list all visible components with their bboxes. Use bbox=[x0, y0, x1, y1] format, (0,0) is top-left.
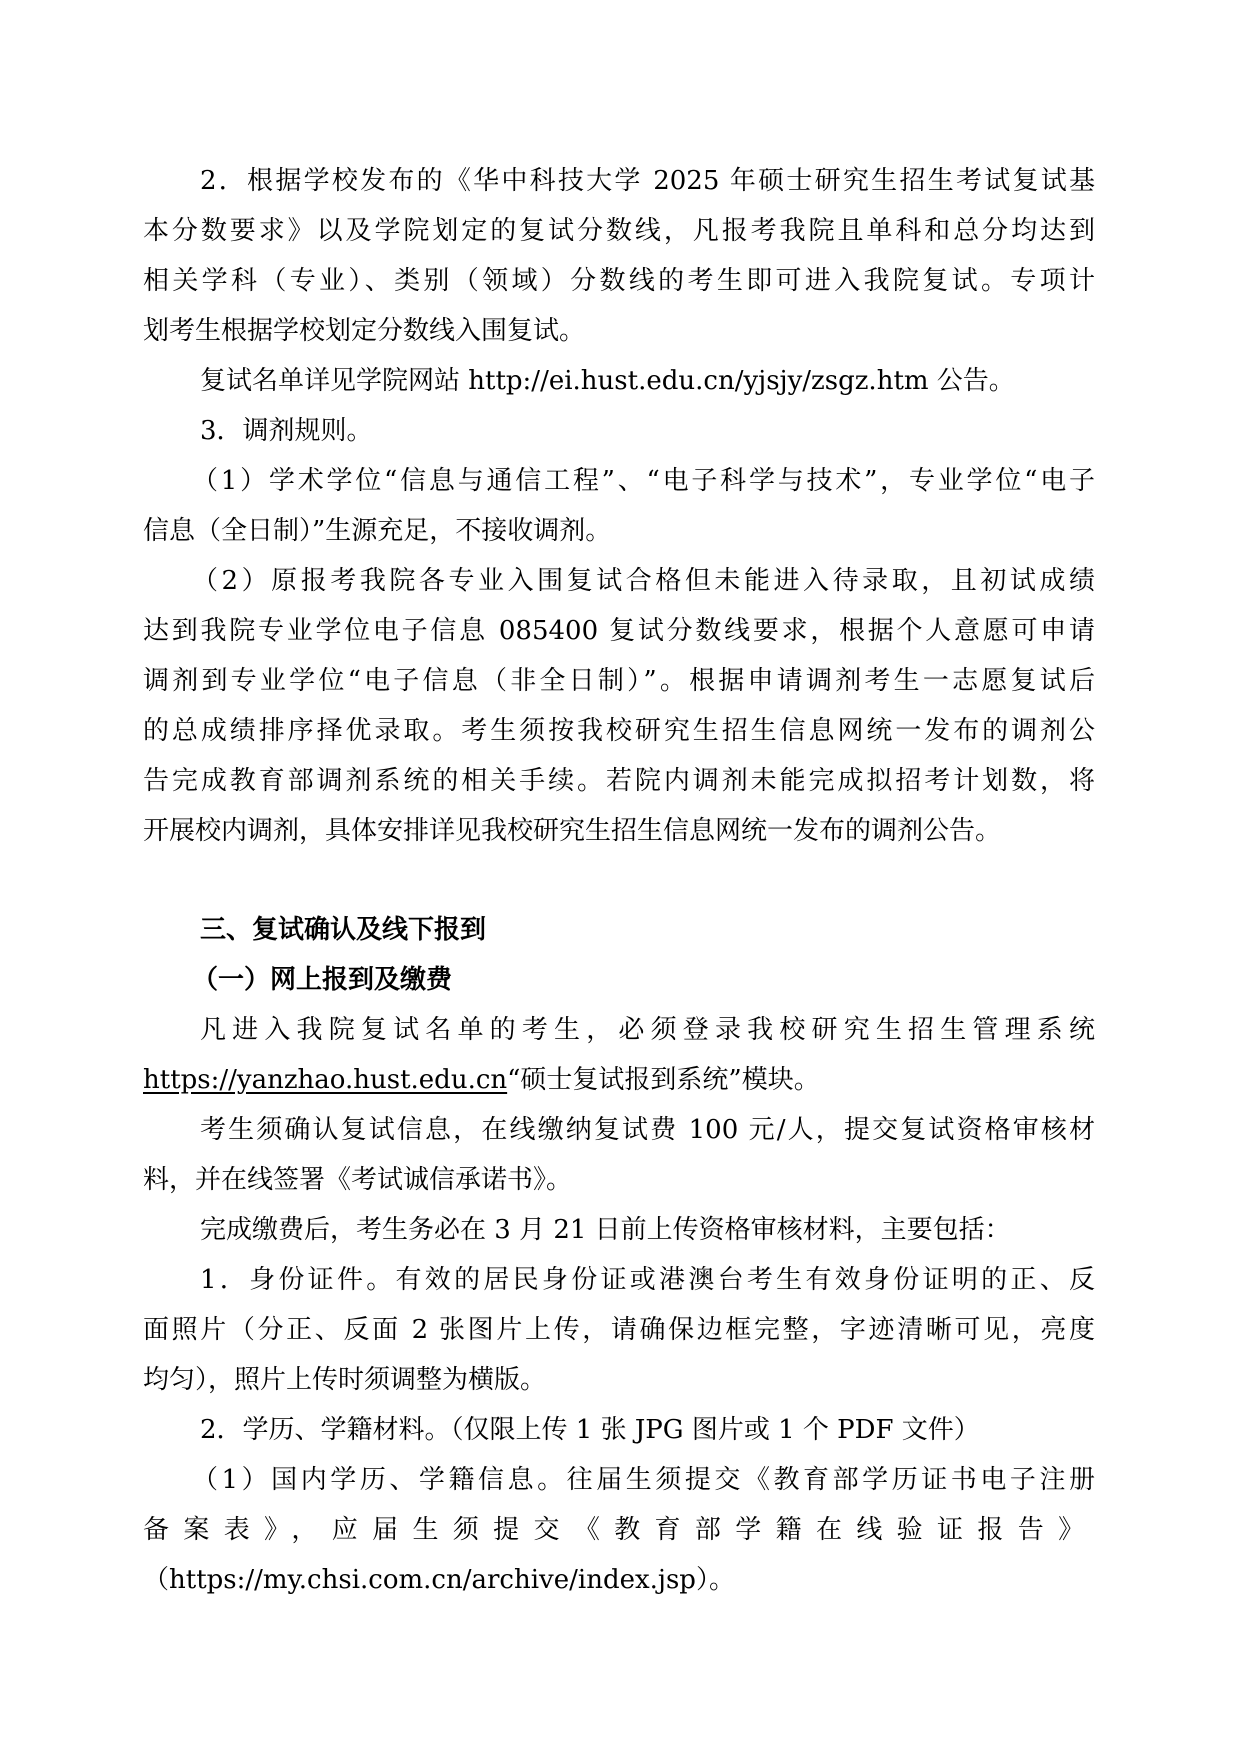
text-span: “硕士复试报到系统”模块。 bbox=[507, 1065, 820, 1095]
text-line: 料，并在线签署《考试诚信承诺书》。 bbox=[143, 1165, 573, 1195]
yanzhao-link[interactable]: https://yanzhao.hust.edu.cn bbox=[143, 1065, 508, 1095]
text-line: 面照片（分正、反面 2 张图片上传，请确保边框完整，字迹清晰可见，亮度 bbox=[143, 1315, 1095, 1345]
text-line: 本分数要求》以及学院划定的复试分数线，凡报考我院且单科和总分均达到 bbox=[143, 216, 1095, 246]
paragraph-adjustment-rules-title bbox=[143, 406, 1095, 456]
text-line: 2．根据学校发布的《华中科技大学 2025 年硕士研究生招生考试复试基 bbox=[200, 166, 1095, 196]
text-line: 复试名单详见学院网站 http://ei.hust.edu.cn/yjsjy/zsgz.htm 公告。 bbox=[200, 366, 1015, 396]
text-line: 达到我院专业学位电子信息 085400 复试分数线要求，根据个人意愿可申请 bbox=[143, 616, 1095, 646]
text-line: 凡进入我院复试名单的考生，必须登录我校研究生招生管理系统 bbox=[200, 1015, 1095, 1045]
text-line: 告完成教育部调剂系统的相关手续。若院内调剂未能完成拟招考计划数，将 bbox=[143, 766, 1095, 796]
text-line: 调剂到专业学位“电子信息（非全日制）”。根据申请调剂考生一志愿复试后 bbox=[143, 666, 1095, 696]
text-line: 考生须确认复试信息，在线缴纳复试费 100 元/人，提交复试资格审核材 bbox=[200, 1115, 1095, 1145]
text-line bbox=[143, 1055, 1095, 1105]
paragraph-admission-requirements bbox=[143, 156, 1095, 356]
subsection-title: （一）网上报到及缴费 bbox=[192, 965, 453, 995]
text-line: 的总成绩排序择优录取。考生须按我校研究生招生信息网统一发布的调剂公 bbox=[143, 716, 1095, 746]
paragraph-upload-deadline bbox=[143, 1205, 1095, 1255]
text-line: （2）原报考我院各专业入围复试合格但未能进入待录取，且初试成绩 bbox=[192, 566, 1095, 596]
section-title: 三、复试确认及线下报到 bbox=[200, 915, 487, 945]
paragraph-confirm-info bbox=[143, 1105, 1095, 1205]
text-line: 划考生根据学校划定分数线入围复试。 bbox=[143, 316, 586, 346]
text-line: （1）学术学位“信息与通信工程”、“电子科学与技术”，专业学位“电子 bbox=[192, 466, 1095, 496]
text-line: （https://my.chsi.com.cn/archive/index.jsp）。 bbox=[143, 1565, 735, 1595]
paragraph-online-registration bbox=[143, 1005, 1095, 1105]
paragraph-rule-1 bbox=[143, 456, 1095, 556]
text-line: 开展校内调剂，具体安排详见我校研究生招生信息网统一发布的调剂公告。 bbox=[143, 816, 1002, 846]
text-line: （1）国内学历、学籍信息。往届生须提交《教育部学历证书电子注册 bbox=[192, 1465, 1095, 1495]
text-line: 2．学历、学籍材料。（仅限上传 1 张 JPG 图片或 1 个 PDF 文件） bbox=[200, 1415, 980, 1445]
text-line: 信息（全日制）”生源充足，不接收调剂。 bbox=[143, 516, 612, 546]
paragraph-domestic-education bbox=[143, 1455, 1095, 1605]
text-line: 备案表》，应届生须提交《教育部学籍在线验证报告》 bbox=[143, 1515, 1095, 1545]
paragraph-retest-list bbox=[143, 356, 1095, 406]
paragraph-rule-2 bbox=[143, 556, 1095, 856]
text-line: 相关学科（专业）、类别（领域）分数线的考生即可进入我院复试。专项计 bbox=[143, 266, 1095, 296]
text-line: 完成缴费后，考生务必在 3 月 21 日前上传资格审核材料，主要包括： bbox=[200, 1215, 1011, 1245]
text-line: 3．调剂规则。 bbox=[200, 416, 373, 446]
paragraph-education-materials bbox=[143, 1405, 1095, 1455]
text-line: 1．身份证件。有效的居民身份证或港澳台考生有效身份证明的正、反 bbox=[200, 1265, 1095, 1295]
subsection-heading bbox=[143, 955, 1095, 1005]
section-heading bbox=[143, 905, 1095, 955]
text-line: 均匀），照片上传时须调整为横版。 bbox=[143, 1365, 547, 1395]
paragraph-id-documents bbox=[143, 1255, 1095, 1405]
